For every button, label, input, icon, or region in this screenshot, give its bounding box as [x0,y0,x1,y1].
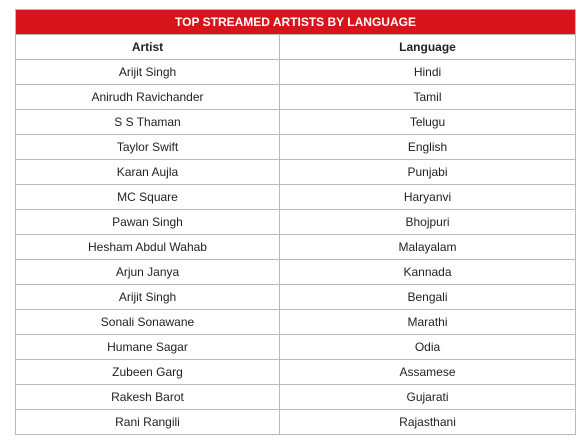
column-header-language: Language [280,35,576,60]
table-row [16,185,576,210]
table-row [16,135,576,160]
artist-cell: Hesham Abdul Wahab [16,235,280,260]
table-row [16,410,576,435]
table-body [16,60,576,435]
artist-cell: Rakesh Barot [16,385,280,410]
artist-cell: Arijit Singh [16,285,280,310]
artist-cell: Taylor Swift [16,135,280,160]
artists-table [15,9,576,435]
column-header-artist: Artist [16,35,280,60]
language-cell: Assamese [280,360,576,385]
artist-cell: Arijit Singh [16,60,280,85]
language-cell: Tamil [280,85,576,110]
table-row [16,260,576,285]
artist-cell: Pawan Singh [16,210,280,235]
language-cell: Bengali [280,285,576,310]
table-row [16,335,576,360]
language-cell: Telugu [280,110,576,135]
table-title: TOP STREAMED ARTISTS BY LANGUAGE [16,10,576,35]
artist-cell: S S Thaman [16,110,280,135]
table-row [16,85,576,110]
artist-cell: Arjun Janya [16,260,280,285]
artist-cell: Sonali Sonawane [16,310,280,335]
artist-cell: Karan Aujla [16,160,280,185]
artist-cell: Rani Rangili [16,410,280,435]
artist-cell: MC Square [16,185,280,210]
language-cell: Haryanvi [280,185,576,210]
language-cell: Rajasthani [280,410,576,435]
artist-cell: Anirudh Ravichander [16,85,280,110]
language-cell: Malayalam [280,235,576,260]
language-cell: Bhojpuri [280,210,576,235]
table-row [16,110,576,135]
column-header-row [16,35,576,60]
artist-cell: Humane Sagar [16,335,280,360]
language-cell: English [280,135,576,160]
table-row [16,60,576,85]
artist-cell: Zubeen Garg [16,360,280,385]
language-cell: Odia [280,335,576,360]
language-cell: Punjabi [280,160,576,185]
table-row [16,210,576,235]
language-cell: Gujarati [280,385,576,410]
table-row [16,385,576,410]
title-row [16,10,576,35]
table-row [16,360,576,385]
table-row [16,235,576,260]
table-row [16,310,576,335]
table-row [16,160,576,185]
table-container [15,9,575,435]
language-cell: Hindi [280,60,576,85]
language-cell: Marathi [280,310,576,335]
language-cell: Kannada [280,260,576,285]
table-row [16,285,576,310]
